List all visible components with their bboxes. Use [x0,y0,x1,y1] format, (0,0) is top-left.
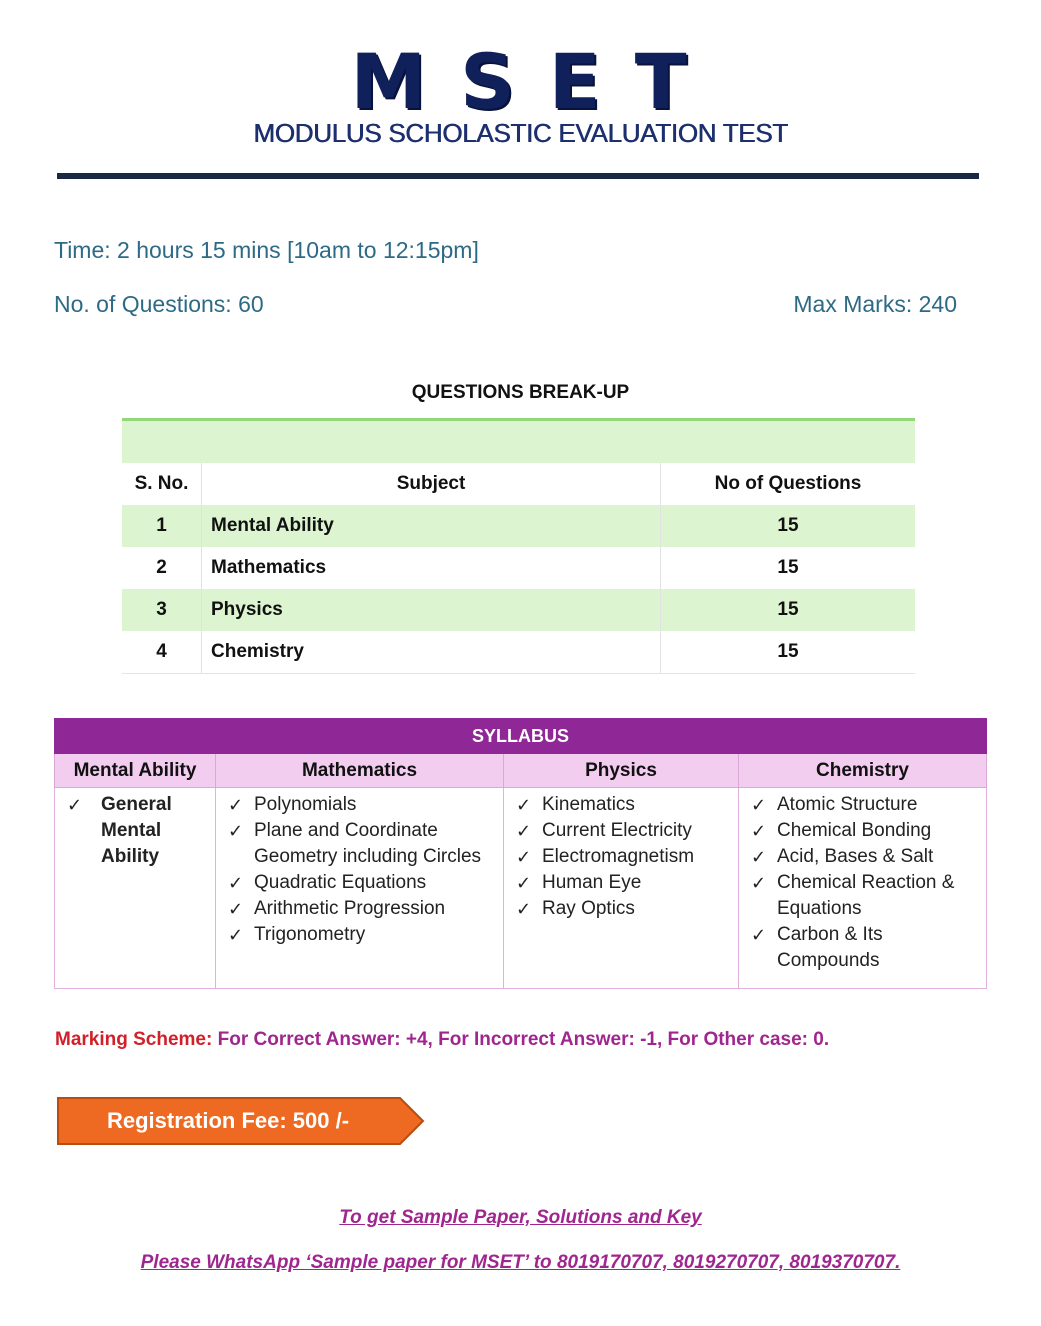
syllabus-topic [749,844,980,870]
syllabus-topic [226,818,497,870]
marking-text: For Correct Answer: +4, For Incorrect Answer: -1, For Other case: 0. [217,1029,830,1050]
table-band [122,420,915,464]
check-icon: ✓ [751,873,767,893]
topic-label: Chemical Reaction & Equations [777,872,955,919]
table-row [122,547,915,589]
check-icon: ✓ [751,847,767,867]
syllabus-topic [514,792,732,818]
time-info: Time: 2 hours 15 mins [10am to 12:15pm] [54,237,479,263]
syllabus-mental-ability-cell [55,788,216,989]
syllabus-topic [226,792,497,818]
table-header-row [122,463,915,505]
topic-label: Carbon & Its Compounds [777,924,883,971]
row-sno: 3 [122,589,202,631]
topic-label: Polynomials [254,794,357,815]
whatsapp-note: Please WhatsApp ‘Sample paper for MSET’ to 8019170707, 8019270707, 8019370707. [140,1252,901,1273]
questions-count: No. of Questions: 60 [54,291,264,317]
header-count: No of Questions [661,463,916,505]
row-subject: Physics [202,589,661,631]
topic-label: General Mental Ability [101,794,172,867]
topic-label: Acid, Bases & Salt [777,846,934,867]
marking-label: Marking Scheme: [55,1029,213,1050]
check-icon: ✓ [516,795,532,815]
syllabus-chemistry-cell [739,788,987,989]
syllabus-topic [749,792,980,818]
syllabus-title: SYLLABUS [55,719,987,754]
marking-scheme [55,1029,829,1051]
syllabus-col-mathematics: Mathematics [216,754,504,788]
topic-label: Current Electricity [542,820,692,841]
registration-fee-banner [56,1096,426,1146]
max-marks: Max Marks: 240 [793,291,957,317]
check-icon: ✓ [228,795,244,815]
syllabus-col-physics: Physics [504,754,739,788]
questions-breakup-table [122,418,915,674]
syllabus-topic [226,870,497,896]
syllabus-table [54,718,987,989]
check-icon: ✓ [228,821,244,841]
row-subject: Mental Ability [202,505,661,547]
row-sno: 2 [122,547,202,589]
syllabus-col-mental-ability: Mental Ability [55,754,216,788]
syllabus-topic [749,870,980,922]
topic-label: Chemical Bonding [777,820,932,841]
header-subject: Subject [202,463,661,505]
topic-label: Kinematics [542,794,635,815]
topic-label: Atomic Structure [777,794,918,815]
row-count: 15 [777,557,799,578]
syllabus-topic [514,896,732,922]
row-count: 15 [661,631,916,674]
header-sno: S. No. [122,463,202,505]
breakup-title: QUESTIONS BREAK-UP [411,382,630,403]
sample-paper-note: To get Sample Paper, Solutions and Key [339,1207,702,1228]
row-subject: Chemistry [202,631,661,674]
check-icon: ✓ [516,821,532,841]
syllabus-topic [226,922,497,948]
check-icon: ✓ [751,795,767,815]
row-count: 15 [661,505,916,547]
check-icon: ✓ [516,873,532,893]
check-icon: ✓ [228,899,244,919]
row-subject: Mathematics [202,547,661,589]
header-divider [57,173,979,179]
syllabus-col-chemistry: Chemistry [739,754,987,788]
check-icon: ✓ [228,925,244,945]
topic-label: Ray Optics [542,898,635,919]
syllabus-topic [749,818,980,844]
row-count: 15 [661,589,916,631]
check-icon: ✓ [516,899,532,919]
table-row [122,589,915,631]
topic-label: Trigonometry [254,924,366,945]
topic-label: Plane and Coordinate Geometry including Circles [254,820,482,867]
subtitle: MODULUS SCHOLASTIC EVALUATION TEST [253,118,788,148]
table-row [122,631,915,674]
syllabus-topic [514,844,732,870]
syllabus-topic [226,896,497,922]
syllabus-topic [514,818,732,844]
check-icon: ✓ [516,847,532,867]
check-icon: ✓ [67,795,83,815]
table-row [122,505,915,547]
syllabus-topic [749,922,980,974]
topic-label: Electromagnetism [542,846,695,867]
syllabus-physics-cell [504,788,739,989]
syllabus-topic [514,870,732,896]
check-icon: ✓ [228,873,244,893]
topic-label: Quadratic Equations [254,872,427,893]
row-sno: 4 [122,631,202,674]
logo-title: MSET [350,37,721,126]
check-icon: ✓ [751,821,767,841]
topic-label: Arithmetic Progression [254,898,446,919]
registration-fee-label: Registration Fee: 500 /- [107,1108,350,1133]
syllabus-mathematics-cell [216,788,504,989]
row-sno: 1 [122,505,202,547]
topic-label: Human Eye [542,872,642,893]
check-icon: ✓ [751,925,767,945]
syllabus-topic [65,792,209,870]
